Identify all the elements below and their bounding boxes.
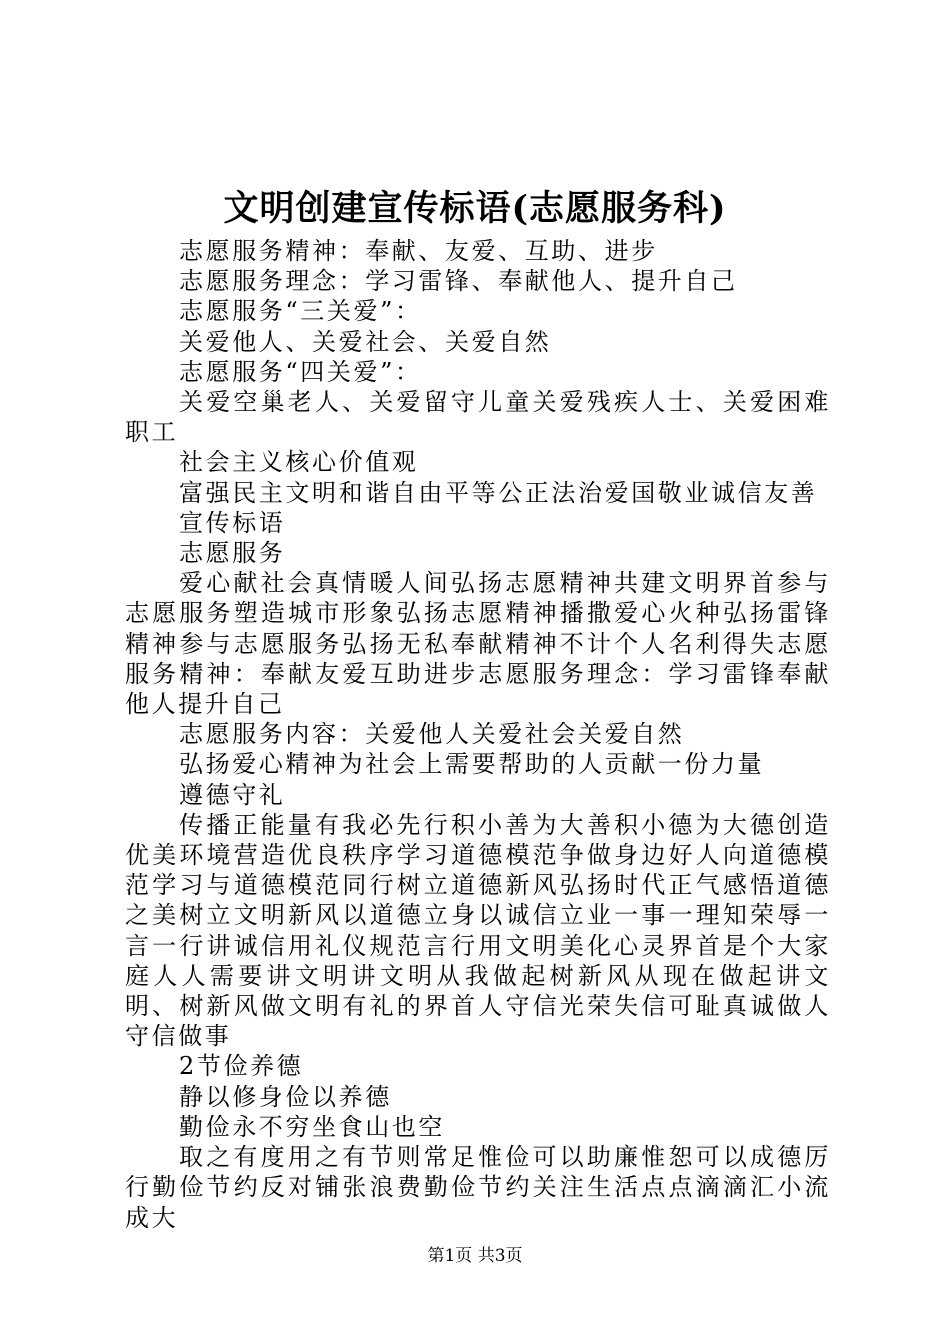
- document-title: 文明创建宣传标语(志愿服务科): [223, 188, 727, 229]
- paragraph: 宣传标语: [179, 508, 286, 537]
- paragraph: 2节俭养德: [179, 1052, 304, 1081]
- paragraph: 志愿服务精神：奉献、友爱、互助、进步: [179, 237, 658, 265]
- paragraph: 富强民主文明和谐自由平等公正法治爱国敬业诚信友善: [179, 478, 818, 507]
- paragraph: 遵德守礼: [179, 780, 286, 809]
- page-footer: 第1页 共3页: [427, 1246, 523, 1266]
- paragraph: 关爱他人、关爱社会、关爱自然: [179, 327, 552, 356]
- paragraph: 静以修身俭以养德: [179, 1082, 392, 1111]
- paragraph: 爱心献社会真情暖人间弘扬志愿精神共建文明界首参与志愿服务塑造城市形象弘扬志愿精神播撒爱心火种弘扬雷锋精神参与志愿服务弘扬无私奉献精神不计个人名利得失志愿服务精神：奉献友爱互助进步志愿服务理念：学习雷锋奉献他人提升自己: [125, 569, 831, 719]
- paragraph: 志愿服务理念：学习雷锋、奉献他人、提升自己: [179, 267, 738, 296]
- paragraph: 志愿服务: [179, 539, 286, 568]
- paragraph: 勤俭永不穷坐食山也空: [179, 1112, 445, 1141]
- paragraph: 志愿服务“三关爱”：: [179, 297, 422, 326]
- document-body: [125, 236, 831, 1233]
- paragraph: 关爱空巢老人、关爱留守儿童关爱残疾人士、关爱困难职工: [125, 388, 831, 447]
- paragraph: 志愿服务“四关爱”：: [179, 357, 422, 386]
- paragraph: 取之有度用之有节则常足惟俭可以助廉惟恕可以成德厉行勤俭节约反对铺张浪费勤俭节约关注生活点点滴滴汇小流成大: [125, 1143, 831, 1232]
- paragraph: 传播正能量有我必先行积小善为大善积小德为大德创造优美环境营造优良秩序学习道德模范争做身边好人向道德模范学习与道德模范同行树立道德新风弘扬时代正气感悟道德之美树立文明新风以道德立身以诚信立业一事一理知荣辱一言一行讲诚信用礼仪规范言行用文明美化心灵界首是个大家庭人人需要讲文明讲文明从我做起树新风从现在做起讲文明、树新风做文明有礼的界首人守信光荣失信可耻真诚做人守信做事: [125, 810, 831, 1051]
- paragraph: 社会主义核心价值观: [179, 448, 419, 477]
- paragraph: 志愿服务内容：关爱他人关爱社会关爱自然: [179, 720, 685, 749]
- paragraph: 弘扬爱心精神为社会上需要帮助的人贡献一份力量: [179, 750, 765, 779]
